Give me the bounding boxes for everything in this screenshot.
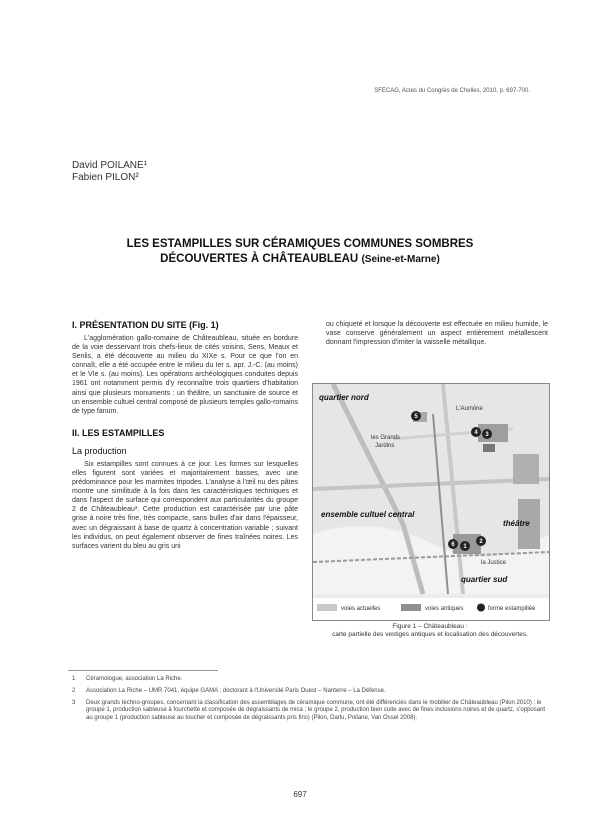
marker-4: [471, 427, 481, 437]
right-column-text: ou chiqueté et lorsque la découverte est effectuée en milieu humide, le vase conserve généralement un aspect entièrement métallescent donnant l'impression d'imiter la vaisselle métallique.: [326, 321, 548, 347]
svg-text:1: 1: [463, 544, 467, 551]
site-map-figure: [312, 383, 550, 621]
legend-marker-icon: [477, 604, 485, 612]
marker-3: [482, 429, 492, 439]
label-grands-jardins-2: Jardins: [375, 443, 395, 449]
authors: [72, 160, 147, 184]
footnote-2: 2 Association La Riche – UMR 7041, équipe GAMA ; doctorant à l'Université Paris Ouest – Nanterre – La Défense.: [72, 688, 386, 694]
author-2: Fabien PILON²: [72, 172, 139, 183]
label-aumone: L'Aumône: [456, 406, 483, 412]
label-justice: la Justice: [481, 560, 507, 566]
legend-voies: voies actuelles: [341, 606, 381, 612]
title-line-2: [60, 252, 540, 267]
label-ensemble-cultuel: ensemble cultuel central: [321, 510, 415, 519]
author-1: David POILANE¹: [72, 160, 148, 171]
label-quartier-sud: quartier sud: [461, 575, 508, 584]
caption-line-1: Figure 1 – Châteaubleau :: [392, 623, 468, 630]
page-number: 697: [293, 790, 307, 799]
legend-swatch-vestiges: [401, 604, 421, 611]
caption-line-2: carte partielle des vestiges antiques et localisation des découvertes.: [332, 631, 528, 638]
label-quartier-nord: quartier nord: [319, 393, 369, 402]
left-column: [72, 320, 298, 551]
section-2-subheading: La production: [72, 445, 127, 456]
title-line-2-suffix: (Seine-et-Marne): [361, 254, 440, 265]
marker-6: [448, 539, 458, 549]
section-1-text: L'agglomération gallo-romaine de Châteaubleau, située en bordure de la voie desservant trois chefs-lieux de cités voisins, Sens, Meaux et Senlis, a été découverte au milieu du XIXe s. Pour ce que l'on en connaît, elle a été occupée entre le milieu du Ier s. apr. J.-C. (au moins) et le VIe s. (au moins). Les opérations archéologiques conduites depuis 1961 ont notamment permis d'y reconnaître trois quartiers d'habitation ainsi que plusieurs monuments : un théâtre, un sanctuaire de source et un ensemble cultuel central composé de plusieurs temples gallo-romains de type fanum.: [72, 335, 298, 415]
section-2-text: Six estampilles sont connues à ce jour. Les formes sur lesquelles elles figurent sont variées et majoritairement basses, avec une prédominance pour les marmites tripodes. L'analyse à l'œil nu des pâtes montre une similitude à la fois dans les caractéristiques techniques et dans l'aspect de surface qui correspondent aux particularités du groupe 2 de Châteaubleau³. Cette production est caractérisée par une pâte grise à noire très fine, très compacte, sans bulles d'air dans l'épaisseur, avec un dégraissant à base de quartz à concentration variable ; suivant les individus, on peut également observer de fines traînées noires. Les surfaces varient du bleu au gris uni: [72, 460, 298, 550]
section-1-heading: I. PRÉSENTATION DU SITE (Fig. 1): [72, 320, 219, 330]
label-grands-jardins-1: les Grands: [371, 435, 401, 441]
legend-swatch-voies: [317, 604, 337, 611]
legend-vestiges: voies antiques: [425, 606, 464, 612]
svg-text:4: 4: [474, 430, 478, 437]
article-title: [60, 237, 540, 267]
running-header: SFECAG, Actes du Congrès de Chelles, 2010, p. 697-700.: [374, 88, 530, 94]
footnote-separator: [68, 670, 218, 671]
title-line-1: LES ESTAMPILLES SUR CÉRAMIQUES COMMUNES SOMBRES: [126, 238, 474, 250]
marker-2: [476, 536, 486, 546]
svg-text:3: 3: [485, 432, 489, 439]
svg-text:2: 2: [479, 539, 483, 546]
footnote-1: 1 Céramologue, association La Riche.: [72, 676, 183, 682]
label-theatre: théâtre: [503, 519, 530, 528]
legend-forme: forme estampillée: [488, 606, 536, 612]
svg-text:5: 5: [414, 414, 418, 421]
section-2-heading: II. LES ESTAMPILLES: [72, 427, 165, 438]
marker-1: [460, 541, 470, 551]
figure-caption: [312, 623, 548, 639]
site-map: [313, 384, 549, 620]
footnote-3: 3 Deux grands techno-groupes, concernant la classification des assemblages de céramique commune, ont été différenciés dans le mobilier de Châteaubleau (Pilon 2010) : le groupe 1, production sableuse à fourchette et composée de dégraissants de mica ; le groupe 2, production bien cuite avec de fines inclusions noires et de quartz, s'opposant au groupe 1 (production sableuse au toucher et composée de dégraissants pris fins) (Pilon, Darlu, Poilane, Van Ossel 2008).: [72, 700, 546, 721]
title-line-2-main: DÉCOUVERTES À CHÂTEAUBLEAU: [160, 253, 359, 265]
marker-5: [411, 411, 421, 421]
svg-text:6: 6: [451, 542, 455, 549]
